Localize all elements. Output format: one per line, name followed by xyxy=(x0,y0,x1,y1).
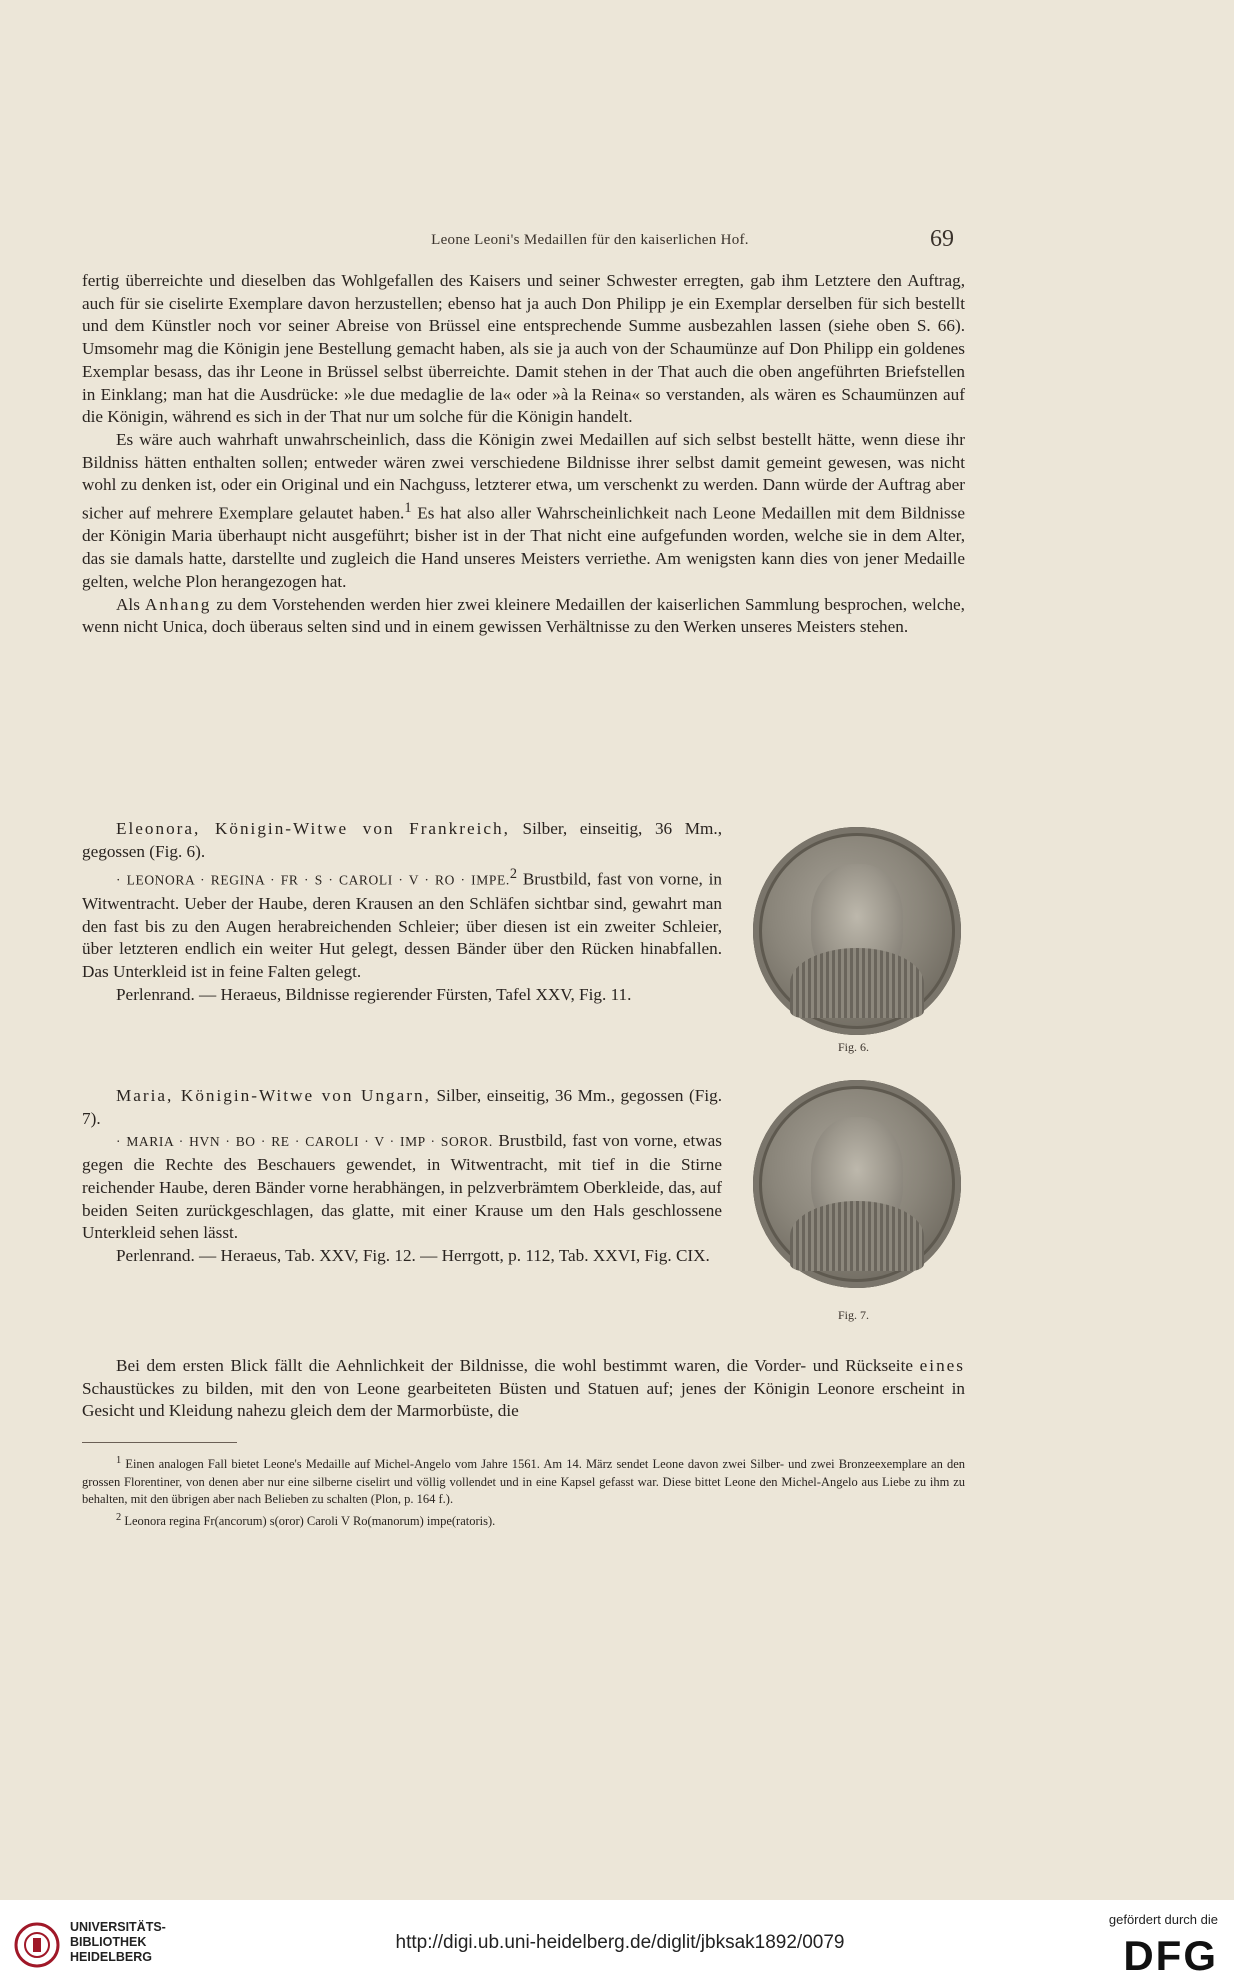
footnote-ref-1: 1 xyxy=(404,500,412,517)
entry1-title: Eleonora, Königin-Witwe von Frankreich, Silber, einseitig, 36 Mm., gegossen (Fig. 6). xyxy=(82,819,722,861)
footnotes xyxy=(82,1452,965,1530)
footnote-divider xyxy=(82,1442,237,1443)
running-head: Leone Leoni's Medaillen für den kaiserlichen Hof. xyxy=(431,232,749,248)
medal-eleonora-image xyxy=(753,827,961,1035)
paragraph-1: fertig überreichte und dieselben das Wohlgefallen des Kaisers und seiner Schwester erregten, gab ihm Letztere den Auftrag, auch für sie ciselirte Exemplare davon herzustellen; ebenso hat ja auch Don Philipp je ein Exemplar derselben für sich bestellt und dem Künstler noch vor seiner Abreise von Brüssel eine entsprechende Summe ausbezahlen lassen (siehe oben S. 66). Umsomehr mag die Königin jene Bestellung gemacht haben, als sie ja auch von der Schaumünze auf Don Philipp ein goldenes Exemplar besass, das ihr Leone in Brüssel selbst überreichte. Damit stehen in der That auch die oben angeführten Briefstellen in Einklang; man hat die Ausdrücke: »le due medaglie de la« oder »à la Reina« so verstanden, als wären es Schaumünzen auf die Königin, während es sich in der That nur um solche für die Königin handelt. xyxy=(82,271,965,427)
entry-maria xyxy=(82,1085,722,1268)
library-name: UNIVERSITÄTS- BIBLIOTHEK HEIDELBERG xyxy=(70,1920,166,1964)
fig7-caption: Fig. 7. xyxy=(838,1308,870,1322)
footnote-2: $^2$ Leonora regina Fr(ancorum) s(oror) Caroli V Ro(manorum) impe(ratoris). xyxy=(116,1511,496,1528)
university-seal-icon xyxy=(14,1922,60,1968)
fig6-caption: Fig. 6. xyxy=(838,1040,870,1054)
medal-maria-image xyxy=(753,1080,961,1288)
body-text-top xyxy=(82,270,965,639)
entry2-title: Maria, Königin-Witwe von Ungarn, Silber, einseitig, 36 Mm., gegossen (Fig. 7). xyxy=(82,1086,722,1128)
entry2-reference: Perlenrand. — Heraeus, Tab. XXV, Fig. 12. — Herrgott, p. 112, Tab. XXVI, Fig. CIX. xyxy=(116,1245,710,1265)
final-paragraph: Bei dem ersten Blick fällt die Aehnlichkeit der Bildnisse, die wohl bestimmt waren, die Vorder- und Rückseite eines Schaustückes zu bilden, mit den von Leone gearbeiteten Büsten und Statuen auf; jenes der Königin Leonore erscheint in Gesicht und Kleidung nahezu gleich dem der Marmorbüste, die xyxy=(82,1356,965,1421)
permalink-url[interactable]: http://digi.ub.uni-heidelberg.de/diglit/jbksak1892/0079 xyxy=(395,1932,845,1953)
funded-by-label: gefördert durch die xyxy=(1108,1912,1218,1927)
body-text-bottom xyxy=(82,1355,965,1423)
entry2-description: · MARIA · HVN · BO · RE · CAROLI · V · IMP · SOROR. Brustbild, fast von vorne, etwas gegen die Rechte des Beschauers gewendet, in Witwentracht, mit tief in die Stirne reichender Haube, deren Bänder vorne herabhängen, in pelzverbrämtem Oberkleide, das, auf beiden Seiten zurückgeschlagen, das glatte, mit einer Krause um den Hals geschlossene Unterkleid sehen lässt. xyxy=(82,1131,722,1243)
paragraph-3: Als Anhang zu dem Vorstehenden werden hier zwei kleinere Medaillen der kaiserlichen Sammlung besprochen, welche, wenn nicht Unica, doch überaus selten sind und in einem gewissen Verhältnisse zu den Werken unseres Meisters stehen. xyxy=(82,594,965,637)
footnote-1: $^1$ Einen analogen Fall bietet Leone's Medaille auf Michel-Angelo vom Jahre 1561. Am 14. März sendet Leone davon zwei Silber- und zwei Bronzeexemplare an den grossen Florentiner, von denen aber nur eine silberne ciselirt und völlig vollendet und in eine Kapsel gefasst war. Diese bittet Leone den Michel-Angelo aus Liebe zu ihm zu behalten, mit den übrigen aber nach Belieben zu schalten (Plon, p. 164 f.). xyxy=(82,1455,965,1507)
dfg-logo: DFG xyxy=(1123,1932,1218,1979)
medal-bust xyxy=(790,1201,923,1272)
entry1-description: · LEONORA · REGINA · FR · S · CAROLI · V · RO · IMPE.$^2$ Brustbild, fast von vorne, in Witwentracht. Ueber der Haube, deren Krausen an den Schläfen sichtbar sind, gewahrt man den fast bis zu den Augen herabreichenden Schleier; über diesen ist ein zweiter Schleier, über letzteren endlich ein weiter Hut gelegt, dessen Bänder über den Rücken hinabfallen. Das Unterkleid ist in feine Falten gelegt. xyxy=(82,866,722,981)
page-number: 69 xyxy=(930,226,954,252)
entry1-reference: Perlenrand. — Heraeus, Bildnisse regierender Fürsten, Tafel XXV, Fig. 11. xyxy=(116,984,632,1004)
entry-eleonora xyxy=(82,818,722,1006)
paragraph-2: Es wäre auch wahrhaft unwahrscheinlich, dass die Königin zwei Medaillen auf sich selbst bestellt hätte, wenn diese ihr Bildniss hätten enthalten sollen; entweder wären zwei verschiedene Bildnisse ihrer selbst damit gemeint gewesen, was nicht wohl zu denken ist, oder ein Original und ein Nachguss, letzterer etwa, um verschenkt zu werden. Dann würde der Auftrag aber sicher auf mehrere Exemplare gelautet haben.$^1$ Es hat also aller Wahrscheinlichkeit nach Leone Medaillen mit dem Bildnisse der Königin Maria überhaupt nicht ausgeführt; bisher ist in der That nicht eine aufgefunden worden, welche sie in dem Alter, das sie damals hatte, darstellte und zugleich die Hand unseres Meisters verriethe. Am wenigsten kann dies von jener Medaille gelten, welche Plon herangezogen hat. xyxy=(82,429,965,591)
medal-bust xyxy=(790,948,923,1019)
footer-bar xyxy=(0,1900,1234,1985)
footnote-ref-2: 2 xyxy=(509,866,517,883)
